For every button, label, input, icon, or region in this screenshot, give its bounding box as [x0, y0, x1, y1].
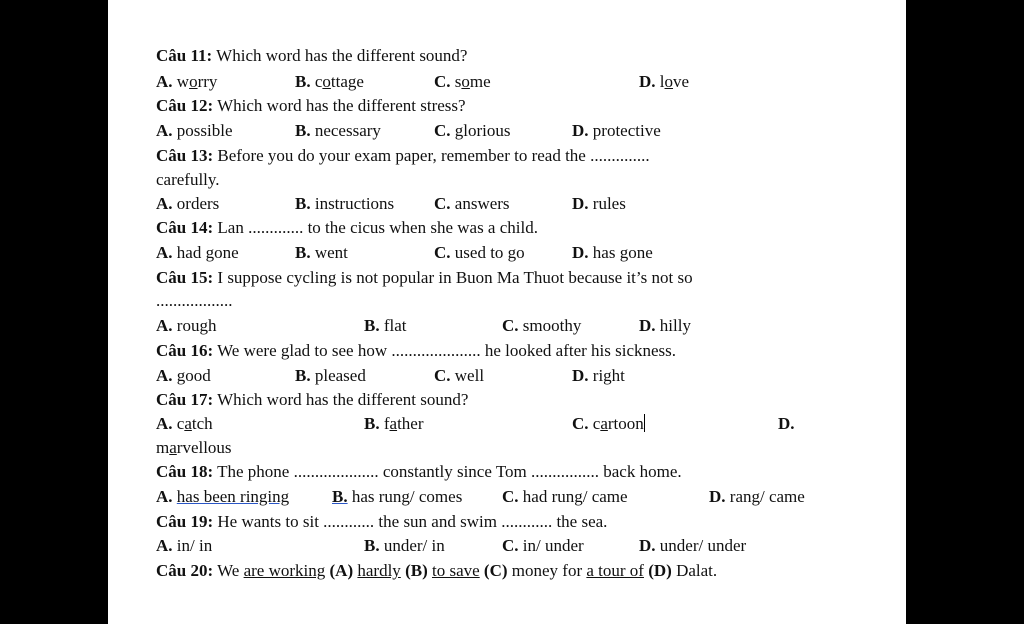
option-c: C. smoothy: [502, 316, 582, 335]
question-15-continuation: ..................: [156, 291, 233, 310]
question-14: Câu 14: Lan ............. to the cicus when she was a child.: [156, 218, 538, 237]
question-13-continuation: carefully.: [156, 170, 220, 189]
option-d: D. rang/ came: [709, 487, 805, 506]
question-16: Câu 16: We were glad to see how ..................... he looked after his sickness.: [156, 341, 677, 360]
option-a: A. orders: [156, 194, 220, 213]
option-c: C. some: [434, 72, 491, 91]
question-17-continuation: marvellous: [156, 438, 232, 457]
option-d: D. protective: [572, 121, 661, 140]
option-a: A. has been ringing: [156, 487, 290, 506]
question-18: Câu 18: The phone .................... constantly since Tom ................ back home.: [156, 462, 682, 481]
option-d: D. right: [572, 366, 625, 385]
option-b: B. went: [295, 243, 348, 262]
text-cursor: [644, 414, 645, 432]
option-d: D. has gone: [572, 243, 653, 262]
question-text: Which word has the different sound?: [216, 46, 468, 65]
option-a: A. in/ in: [156, 536, 213, 555]
question-17: Câu 17: Which word has the different sound?: [156, 390, 469, 409]
option-c: C. in/ under: [502, 536, 584, 555]
option-a: A. catch: [156, 414, 213, 433]
option-b: B. has rung/ comes: [332, 487, 463, 506]
option-d: D.: [778, 414, 795, 433]
option-a: A. worry: [156, 72, 218, 91]
question-20: Câu 20: We are working (A) hardly (B) to save (C) money for a tour of (D) Dalat.: [156, 561, 718, 580]
option-b: B. cottage: [295, 72, 364, 91]
option-b: B. under/ in: [364, 536, 445, 555]
option-c: C. had rung/ came: [502, 487, 628, 506]
question-label: Câu 11:: [156, 46, 213, 65]
option-d: D. love: [639, 72, 690, 91]
question-12: Câu 12: Which word has the different stress?: [156, 96, 466, 115]
option-d: D. rules: [572, 194, 626, 213]
option-d: D. under/ under: [639, 536, 747, 555]
option-b: B. flat: [364, 316, 407, 335]
option-b: B. father: [364, 414, 424, 433]
option-b: B. pleased: [295, 366, 366, 385]
document-page: [108, 0, 906, 624]
option-a: A. possible: [156, 121, 233, 140]
option-c: C. glorious: [434, 121, 511, 140]
option-a: A. good: [156, 366, 211, 385]
option-a: A. had gone: [156, 243, 239, 262]
question-19: Câu 19: He wants to sit ............ the sun and swim ............ the sea.: [156, 512, 608, 531]
option-c: C. well: [434, 366, 485, 385]
option-a: A. rough: [156, 316, 217, 335]
question-13: Câu 13: Before you do your exam paper, remember to read the ..............: [156, 146, 650, 165]
question-11: [156, 45, 467, 67]
option-d: D. hilly: [639, 316, 691, 335]
option-b: B. instructions: [295, 194, 395, 213]
option-c: C. cartoon: [572, 414, 644, 433]
option-c: C. answers: [434, 194, 510, 213]
option-c: C. used to go: [434, 243, 525, 262]
option-b: B. necessary: [295, 121, 381, 140]
question-15: Câu 15: I suppose cycling is not popular in Buon Ma Thuot because it’s not so: [156, 268, 693, 287]
